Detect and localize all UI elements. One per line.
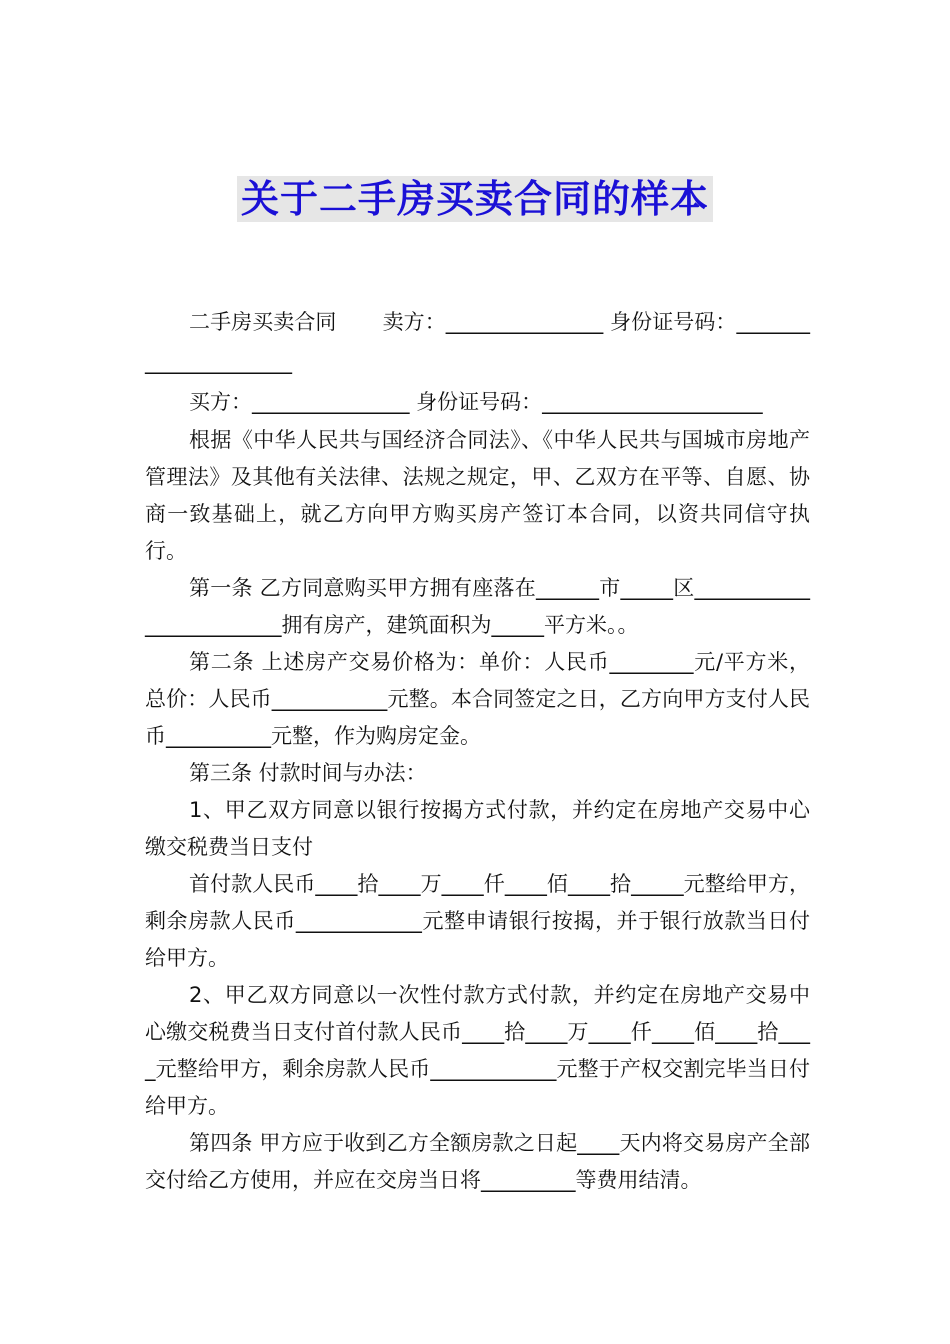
paragraph-buyer: 买方：_______________ 身份证号码：_____________________ bbox=[189, 390, 763, 414]
title-container bbox=[0, 176, 950, 222]
seller-line: 卖方：_______________ 身份证号码：_____________________ bbox=[145, 310, 810, 374]
paragraph-article-1: 第一条 乙方同意购买甲方拥有座落在______市_____区________________________拥有房产，建筑面积为_____平方米。。 bbox=[145, 576, 810, 637]
document-title: 关于二手房买卖合同的样本 bbox=[237, 176, 713, 222]
paragraph-seller bbox=[145, 302, 810, 382]
paragraph-down-payment: 首付款人民币____拾____万____仟____佰____拾_____元整给甲方，剩余房款人民币____________元整申请银行按揭，并于银行放款当日付给甲方。 bbox=[145, 872, 810, 970]
document-body bbox=[145, 302, 810, 1199]
paragraph-article-4: 第四条 甲方应于收到乙方全额房款之日起____天内将交易房产全部交付给乙方使用，并应在交房当日将_________等费用结清。 bbox=[145, 1131, 810, 1192]
paragraph-article-3-item-1: 1、甲乙双方同意以银行按揭方式付款，并约定在房地产交易中心缴交税费当日支付 bbox=[145, 798, 810, 859]
paragraph-article-3: 第三条 付款时间与办法： bbox=[189, 761, 427, 785]
paragraph-article-3-item-2: 2、甲乙双方同意以一次性付款方式付款，并约定在房地产交易中心缴交税费当日支付首付款人民币____拾____万____仟____佰____拾____元整给甲方，剩余房款人民币____________元整于产权交割完毕当日付给甲方。 bbox=[145, 983, 810, 1118]
paragraph-article-2: 第二条 上述房产交易价格为：单价：人民币________元/平方米，总价：人民币___________元整。本合同签定之日，乙方向甲方支付人民币__________元整，作为购房定金。 bbox=[145, 650, 810, 748]
contract-name: 二手房买卖合同 bbox=[189, 310, 337, 334]
paragraph-preamble: 根据《中华人民共与国经济合同法》、《中华人民共与国城市房地产管理法》及其他有关法律、法规之规定，甲、乙双方在平等、自愿、协商一致基础上，就乙方向甲方购买房产签订本合同，以资共同信守执行。 bbox=[145, 428, 810, 563]
